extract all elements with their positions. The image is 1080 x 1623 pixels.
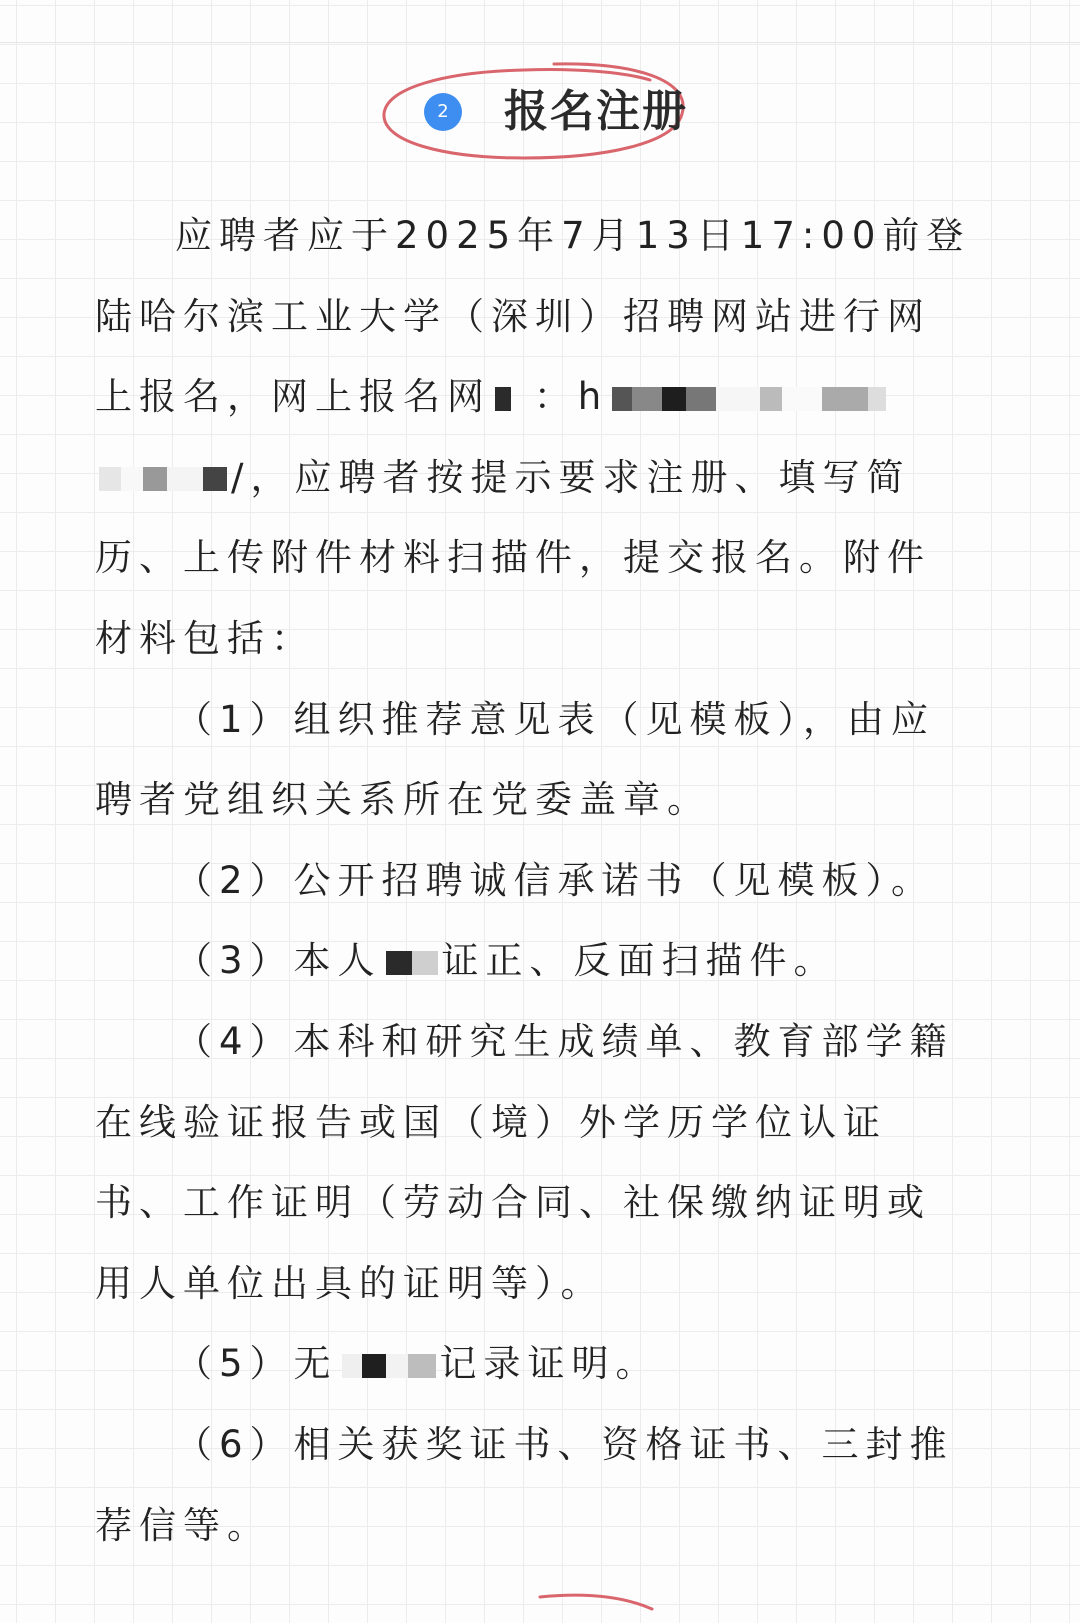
text-segment: （3）本人 <box>175 939 382 983</box>
text-line: 材料包括： <box>95 616 315 660</box>
next-section-ring-fragment <box>0 1585 1080 1623</box>
redaction-mosaic <box>99 467 227 491</box>
section-heading <box>374 58 706 166</box>
text-segment: /，应聘者按提示要求注册、填写简 <box>231 455 911 499</box>
text-line: 荐信等。 <box>95 1503 271 1547</box>
text-line: 应聘者应于2025年7月13日17:00前登 <box>175 214 971 257</box>
text-line: 用人单位出具的证明等）。 <box>95 1261 605 1305</box>
text-segment: 证正、反面扫描件。 <box>441 939 838 983</box>
text-segment: 上报名，网上报名网 <box>95 375 491 419</box>
list-item-6: （6）相关获奖证书、资格证书、三封推 <box>175 1422 954 1466</box>
text-segment: ：h <box>533 375 609 419</box>
list-item-2: （2）公开招聘诚信承诺书（见模板）。 <box>175 858 936 902</box>
text-line: 书、工作证明（劳动合同、社保缴纳证明或 <box>95 1181 931 1225</box>
list-item-5 <box>95 1324 985 1405</box>
text-line: 陆哈尔滨工业大学（深圳）招聘网站进行网 <box>95 294 931 338</box>
top-divider <box>0 42 1080 43</box>
text-segment: （5）无 <box>175 1342 338 1386</box>
step-number-badge: 2 <box>424 93 462 131</box>
list-item-4: （4）本科和研究生成绩单、教育部学籍 <box>175 1019 954 1063</box>
redaction-mosaic <box>342 1354 436 1378</box>
text-line-with-redacted-url <box>95 357 985 438</box>
text-segment: 记录证明。 <box>439 1342 660 1386</box>
registration-paragraph <box>95 196 985 1566</box>
list-item-1: （1）组织推荐意见表（见模板），由应 <box>175 697 936 741</box>
text-line: 在线验证报告或国（境）外学历学位认证 <box>95 1100 887 1144</box>
list-item-3 <box>95 921 985 1002</box>
text-line: 历、上传附件材料扫描件，提交报名。附件 <box>95 536 931 580</box>
redaction-mosaic <box>386 951 438 975</box>
redaction-mosaic <box>495 387 511 411</box>
text-line-with-redacted-url <box>95 438 985 519</box>
redaction-mosaic <box>612 387 886 411</box>
section-title: 报名注册 <box>504 86 688 137</box>
text-line: 聘者党组织关系所在党委盖章。 <box>95 778 711 822</box>
